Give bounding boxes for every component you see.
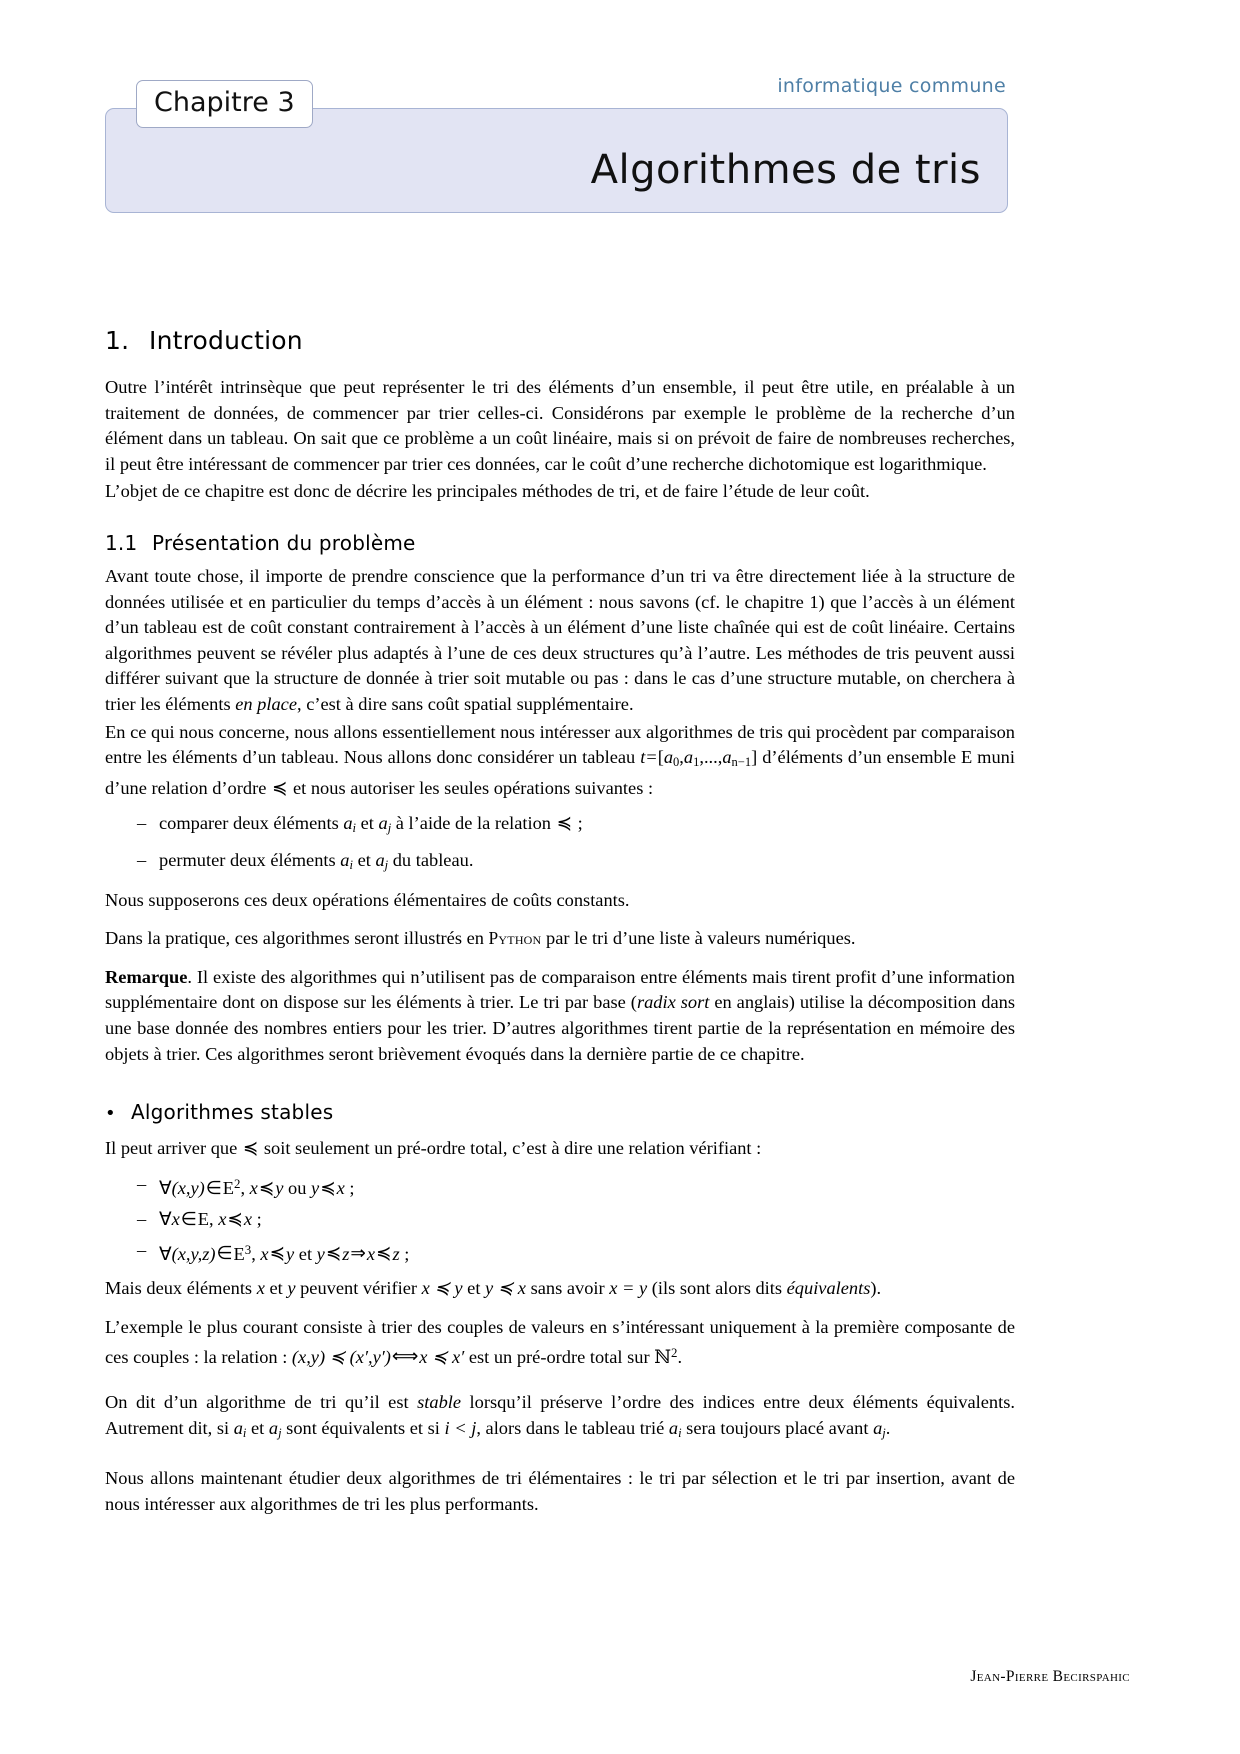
footer-author: Jean-Pierre Becirspahic [970,1668,1130,1685]
list-item [137,1169,1015,1204]
math-var-y: y [316,1243,325,1264]
math-sub-i: i [349,857,353,872]
text-run: , [240,1177,250,1198]
text-run: et nous autoriser les seules opérations suivantes : [288,777,654,798]
subsection-heading-presentation [105,531,1015,555]
text-run: ou [283,1177,312,1198]
emphasis-stable: stable [417,1391,462,1412]
math-sub-i: i [352,821,357,836]
math-sub-n-minus-1: n−1 [731,755,752,770]
math-forall: ∀ [159,1208,172,1229]
presentation-paragraph-1 [105,564,1015,718]
math-sub-j: j [384,857,389,872]
intro-paragraph-2: L’objet de ce chapitre est donc de décrire les principales méthodes de tri, et de faire l’étude de leur coût. [105,481,870,502]
math-expr-y-preceq-x: y ≼ x [485,1278,526,1299]
math-var-x: x [218,1208,227,1229]
text-run: On dit d’un algorithme de tri qu’il est [105,1391,418,1412]
chapter-title: Algorithmes de tris [590,147,981,193]
text-run: du tableau. [388,849,474,870]
emphasis-en-place: en place [235,693,297,714]
text-run: (ils sont alors dits [647,1278,787,1299]
math-bracket-open: [ [657,747,664,768]
preorder-axioms-list [105,1169,1015,1270]
math-preorder-relation: ≼ [269,1243,286,1264]
text-run: Dans la pratique, ces algorithmes seront illustrés en [105,928,489,949]
math-expr-x-preceq-xprime: x ≼ x′ [419,1346,465,1367]
bullet-heading-algorithmes-stables [105,1100,1015,1124]
math-var-ai: a [233,1417,243,1438]
chapter-number-tab: Chapitre 3 [136,80,313,128]
text-run: Avant toute chose, il importe de prendre conscience que la performance d’un tri va être directement liée à la structure de données utilisée et en particulier du temps d’accès à un élément : nous savons (cf. le chapitre 1) que l’accès à un élément d’un tableau est de coût constant contrairement à l’accès à un élément d’une liste chaînée qui est de coût linéaire. Certains algorithmes peuvent se révéler plus adaptés à l’une de ces deux structures qu’à l’autre. Les méthodes de tris peuvent aussi différer suivant que la structure de donnée à trier soit mutable ou pas : dans le cas d’une structure mutable, on cherchera à trier les éléments [105,565,1015,714]
intro-paragraph-1: Outre l’intérêt intrinsèque que peut représenter le tri des éléments d’un ensemble, il peut être utile, en préalable à un traitement de données, de commencer par trier celles-ci. Considérons par exemple le problème de la recherche d’un élément dans un tableau. On sait que ce problème a un coût linéaire, mais si on prévoit de faire de nombreuses recherches, il peut être intéressant de commencer par trier ces données, car le coût d’une recherche dichotomique est logarithmique. [105,377,1015,474]
section-title: Introduction [149,326,303,355]
text-run: sera toujours placé avant [681,1417,874,1438]
text-run: sont équivalents et si [281,1417,445,1438]
math-var-y: y [287,1278,296,1299]
math-element-of: ∈ [205,1177,222,1198]
math-preorder-relation: ≼ [320,1177,336,1198]
math-preorder-relation: ≼ [258,1177,275,1198]
section-number: 1. [105,326,130,355]
math-var-an: a [722,747,732,768]
stables-paragraph-1 [105,1136,1015,1162]
math-preorder-relation: ≼ [242,1138,259,1159]
text-run: ). [870,1278,882,1299]
math-var-aj: a [378,813,388,834]
math-var-x: x [256,1278,265,1299]
text-run: peuvent vérifier [295,1278,422,1299]
list-item [137,1204,1015,1235]
math-var-ai: a [343,813,353,834]
math-iff: ⟺ [391,1346,419,1367]
math-element-of: ∈ [216,1243,233,1264]
text-run: lorsqu’il préserve l’ordre des indices entre deux éléments équivalents. Autrement dit, si [105,1391,1015,1438]
math-ellipsis: ,..., [699,747,723,768]
math-set-E: E [197,1208,210,1229]
text-run: . Il existe des algorithmes qui n’utilisent pas de comparaison entre éléments mais tirent profit d’une information supplémentaire dont on dispose sur les éléments à trier. Le tri par base ( [105,966,1015,1013]
text-run: permuter deux éléments [159,849,341,870]
emphasis-equivalents: équivalents [786,1278,871,1299]
math-var-x: x [336,1177,345,1198]
math-var-aj: a [375,849,385,870]
math-preorder-relation: ≼ [271,777,288,798]
text-run: et [462,1278,486,1299]
text-run: et [246,1417,269,1438]
math-var-a1: a [683,747,694,768]
text-run: comparer deux éléments [159,813,344,834]
math-sub-0: 0 [673,755,680,770]
math-sub-1: 1 [693,755,700,770]
list-item [137,845,1015,881]
subsection-number: 1.1 [105,530,138,555]
math-set-naturals: ℕ [654,1346,672,1368]
math-var-z: z [342,1243,350,1264]
math-var-aj: a [873,1417,883,1438]
math-var-z: z [392,1243,400,1264]
bullet-heading-title: Algorithmes stables [131,1100,334,1125]
text-run: soit seulement un pré-ordre total, c’est à dire une relation vérifiant : [259,1138,762,1159]
math-var-x: x [260,1243,269,1264]
list-item [137,808,1015,844]
text-run: et [352,849,376,870]
math-sub-i: i [242,1425,247,1440]
math-exponent-2: 2 [671,1345,678,1360]
math-tuple-xyz: (x,y,z) [171,1243,216,1264]
text-run: En ce qui nous concerne, nous allons essentiellement nous intéresser aux algorithmes de tris qui procèdent par comparaison entre les éléments d’un tableau. Nous allons donc considérer un tableau [105,721,1015,768]
math-sub-j: j [882,1425,886,1440]
text-run: ; [573,813,583,834]
math-preorder-relation: ≼ [325,1243,342,1264]
emphasis-radix-sort: radix sort [636,992,710,1013]
math-preorder-relation: ≼ [556,813,573,834]
math-comma: , [679,747,684,768]
text-run: est un pré-ordre total sur [464,1346,655,1367]
presentation-paragraph-2 [105,720,1015,802]
text-run: ; [252,1208,262,1229]
text-run: en anglais) utilise la décomposition dans une base donnée des nombres entiers pour les trier. D’autres algorithmes tirent partie de la représentation en mémoire des objets à trier. Ces algorithmes seront brièvement évoqués dans la dernière partie de ce chapitre. [105,992,1015,1064]
math-implies: ⇒ [350,1243,366,1264]
text-run: et [356,813,379,834]
math-exponent-2: 2 [234,1176,241,1191]
math-preorder-relation: ≼ [227,1208,243,1229]
math-var-ai: a [340,849,350,870]
text-run: Il peut arriver que [105,1138,242,1159]
text-run: , c’est à dire sans coût spatial supplémentaire. [297,693,634,714]
math-var-x: x [171,1208,180,1229]
math-exponent-3: 3 [244,1242,252,1257]
presentation-paragraph-3: Nous supposerons ces deux opérations élémentaires de coûts constants. [105,889,630,910]
math-equals: = [646,747,657,768]
text-run: . [677,1346,683,1367]
math-var-t: t [640,747,646,768]
remark-paragraph [105,965,1015,1067]
math-preorder-relation: ≼ [376,1243,392,1264]
text-run: à l’aide de la relation [391,813,556,834]
presentation-paragraph-4 [105,926,1015,952]
math-var-x: x [243,1208,252,1229]
language-name-python: Python [488,928,542,949]
math-set-E: E [222,1177,235,1198]
bullet-marker-icon: • [105,1103,116,1125]
math-sub-i: i [678,1425,682,1440]
text-run: sans avoir [525,1278,610,1299]
math-expr-i-lt-j: i < j [444,1417,477,1438]
text-run: , alors dans le tableau trié [476,1417,669,1438]
course-kicker: informatique commune [777,75,1006,97]
text-run: ; [344,1177,355,1198]
stables-paragraph-3 [105,1315,1015,1370]
math-var-aj: a [268,1417,279,1438]
document-body [105,326,1015,1519]
text-run: , [251,1243,261,1264]
operations-list [105,808,1015,880]
math-var-y: y [311,1177,320,1198]
math-var-x: x [366,1243,376,1264]
math-expr-couple-relation: (x,y) ≼ (x′,y′) [291,1346,391,1367]
math-bracket-close: ] [751,747,758,768]
remark-label: Remarque [105,966,188,987]
stables-paragraph-5: Nous allons maintenant étudier deux algorithmes de tri élémentaires : le tri par sélection et le tri par insertion, avant de nous intéresser aux algorithmes de tri les plus performants. [105,1468,1015,1514]
math-sub-j: j [278,1425,282,1440]
math-var-x: x [249,1177,258,1198]
section-heading-introduction [105,326,1015,355]
math-expr-x-equals-y: x = y [609,1278,648,1299]
text-run: et [264,1278,288,1299]
subsection-title: Présentation du problème [152,530,416,555]
math-sub-j: j [387,821,392,836]
math-expr-x-preceq-y: x ≼ y [421,1278,463,1299]
text-run: ; [399,1243,410,1264]
math-var-a0: a [663,747,674,768]
math-forall: ∀ [159,1177,172,1198]
text-run: L’exemple le plus courant consiste à trier des couples de valeurs en s’intéressant uniquement à la première composante de ces couples : la relation : [105,1317,1015,1367]
text-run: par le tri d’une liste à valeurs numériques. [541,928,856,949]
math-var-y: y [286,1243,295,1264]
math-tuple-xy: (x,y) [171,1177,205,1198]
text-run: Mais deux éléments [105,1278,257,1299]
text-run: et [294,1243,317,1264]
stables-paragraph-4 [105,1390,1015,1446]
math-var-y: y [275,1177,284,1198]
text-run: d’éléments d’un ensemble E muni d’une relation d’ordre [105,747,1015,798]
math-set-E: E [233,1243,245,1264]
math-var-ai: a [668,1417,679,1438]
math-forall: ∀ [159,1243,172,1264]
text-run: , [209,1208,219,1229]
list-item [137,1235,1015,1270]
math-element-of: ∈ [180,1208,197,1229]
page-header [105,75,1010,225]
stables-paragraph-2 [105,1276,1015,1302]
text-run: . [885,1417,891,1438]
